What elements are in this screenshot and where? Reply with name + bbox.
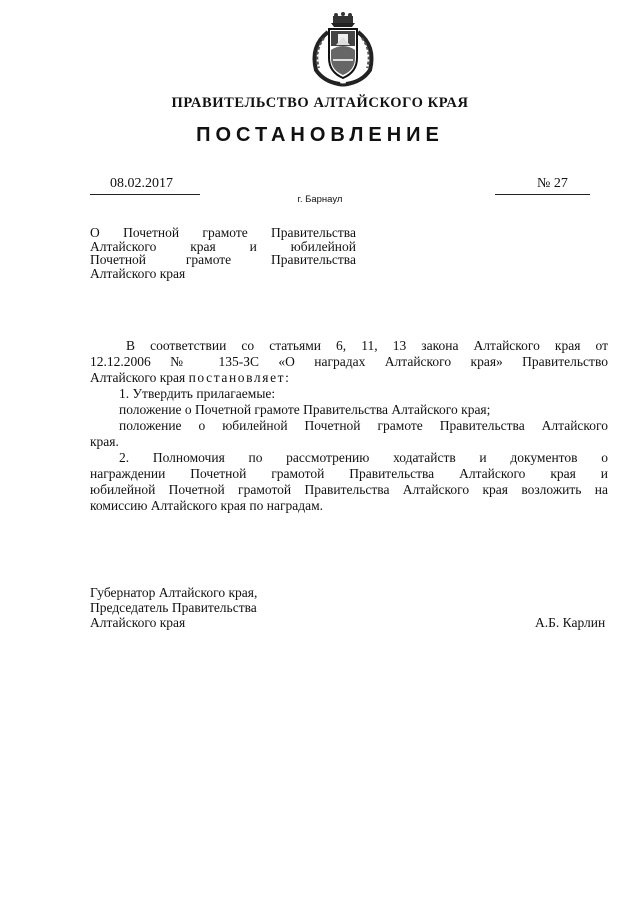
number-field [495, 176, 590, 195]
government-title: ПРАВИТЕЛЬСТВО АЛТАЙСКОГО КРАЯ [171, 95, 469, 111]
intro-line: В соответствии со статьями 6, 11, 13 закона Алтайского края от [126, 338, 608, 353]
coat-of-arms-icon [300, 12, 386, 90]
list-item: комиссию Алтайского края по наградам. [90, 498, 324, 513]
list-item: края. [90, 434, 119, 449]
document-date: 08.02.2017 [110, 176, 173, 191]
signatory-name: А.Б. Карлин [535, 615, 606, 630]
subject-line: Алтайского края [90, 265, 186, 281]
intro-text: Алтайского края [90, 370, 189, 385]
city: г. Барнаул [297, 194, 343, 205]
list-item: 1. Утвердить прилагаемые: [119, 386, 276, 401]
signatory-title-line: Губернатор Алтайского края, [90, 585, 258, 600]
signatory-title-line: Председатель Правительства [90, 600, 257, 615]
subject-line: Почетной грамоте Правительства [90, 252, 356, 267]
document-body [90, 338, 608, 514]
date-field [90, 176, 200, 195]
list-item: положение о юбилейной Почетной грамоте Правительства Алтайского [119, 418, 608, 433]
list-item: юбилейной Почетной грамотой Правительства Алтайского края возложить на [90, 482, 608, 497]
subject-line: Алтайского края и юбилейной [90, 238, 356, 254]
intro-line: 12.12.2006 № 135-ЗС «О наградах Алтайского края» Правительство [90, 354, 608, 369]
signatory-title [90, 585, 320, 630]
list-item: награждении Почетной грамотой Правительства Алтайского края и [90, 466, 608, 481]
document-number: № 27 [537, 176, 568, 191]
resolves-keyword: постановляет: [188, 370, 291, 385]
subject-line: О Почетной грамоте Правительства [90, 225, 356, 240]
document-kind: ПОСТАНОВЛЕНИЕ [196, 124, 444, 146]
document-subject [90, 226, 356, 280]
intro-line [90, 370, 608, 386]
list-item: 2. Полномочия по рассмотрению ходатайств и документов о [119, 450, 608, 465]
signatory-title-line: Алтайского края [90, 615, 186, 630]
list-item: положение о Почетной грамоте Правительства Алтайского края; [119, 402, 491, 417]
